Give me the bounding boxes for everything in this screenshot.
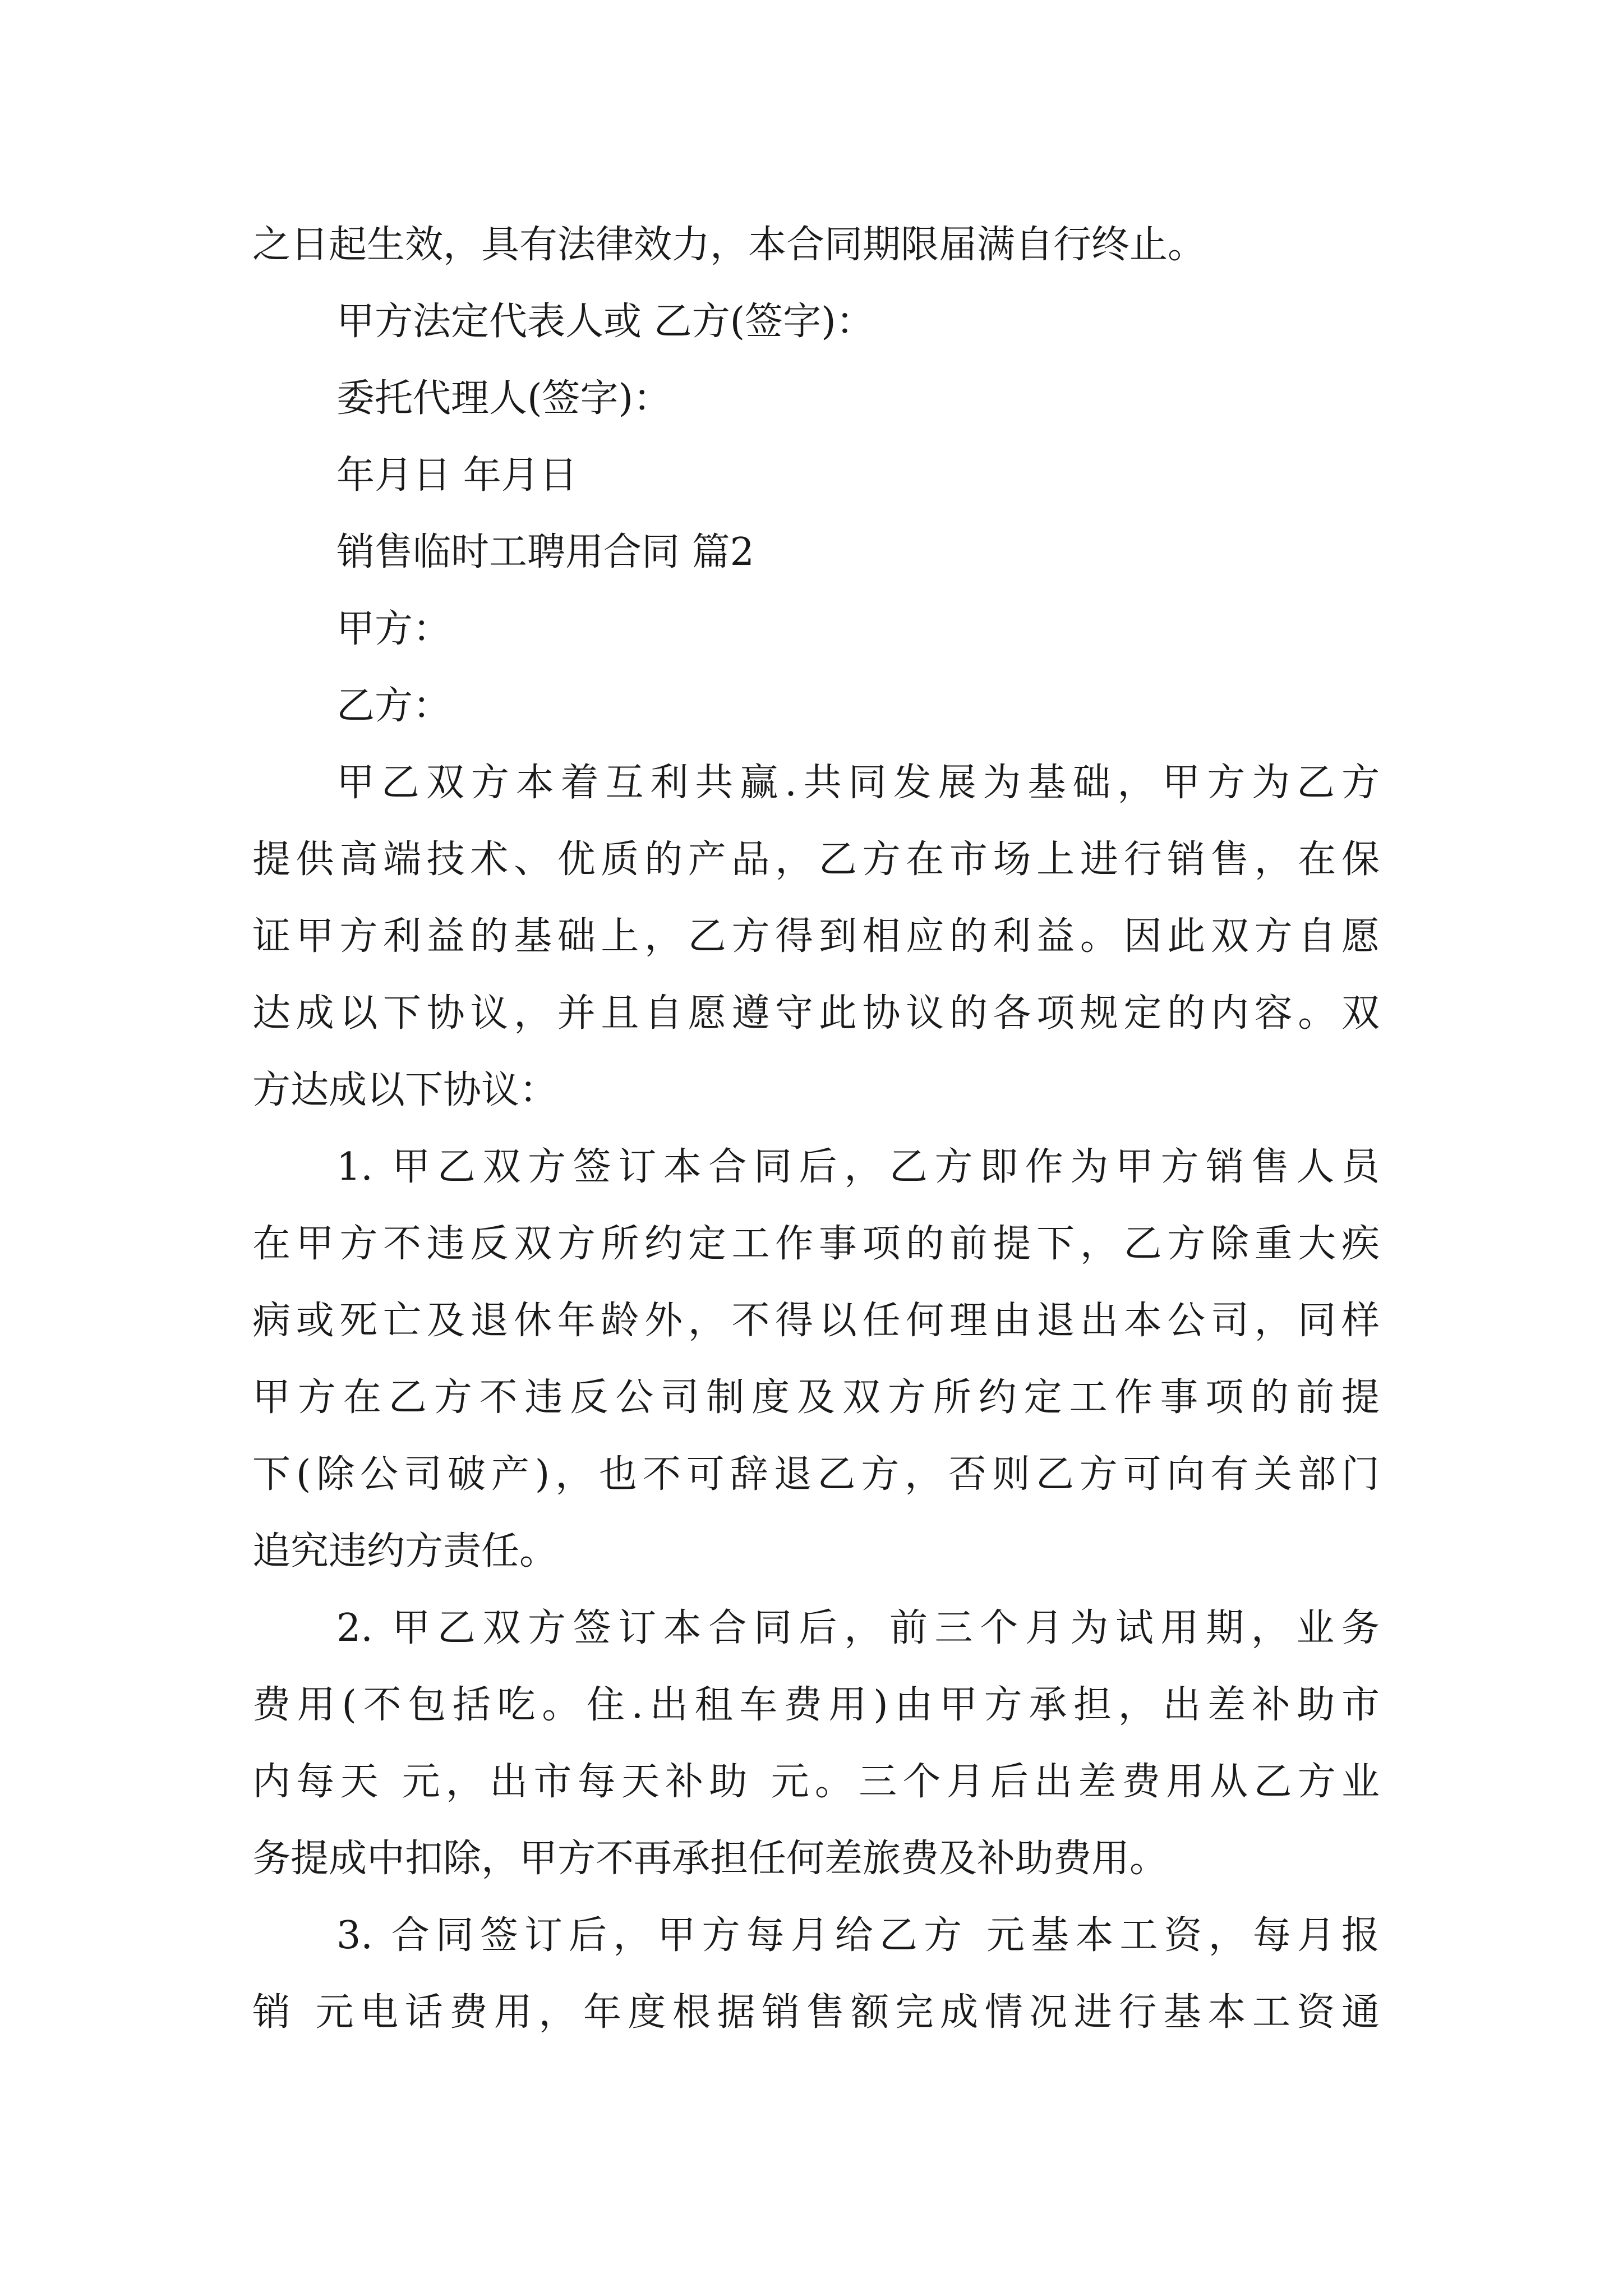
section-title: 销售临时工聘用合同 篇2 — [336, 530, 754, 574]
paragraph-line: 甲乙双方本着互利共赢.共同发展为基础，甲方为乙方 — [336, 761, 1380, 805]
clause-1-line: 病或死亡及退休年龄外，不得以任何理由退出本公司，同样 — [252, 1299, 1380, 1343]
party-a-label: 甲方： — [336, 607, 451, 651]
signature-line-agent: 委托代理人(签字)： — [336, 376, 672, 421]
clause-1-line: 甲方在乙方不违反公司制度及双方所约定工作事项的前提 — [252, 1375, 1380, 1420]
text-line: 之日起生效，具有法律效力，本合同期限届满自行终止。 — [252, 223, 1206, 267]
paragraph-line: 方达成以下协议： — [252, 1068, 558, 1112]
clause-1-line: 在甲方不违反双方所约定工作事项的前提下，乙方除重大疾 — [252, 1222, 1380, 1266]
clause-1-line: 追究违约方责任。 — [252, 1529, 558, 1573]
clause-2-line: 费用(不包括吃。住.出租车费用)由甲方承担，出差补助市 — [252, 1683, 1380, 1727]
paragraph-line: 达成以下协议，并且自愿遵守此协议的各项规定的内容。双 — [252, 991, 1380, 1036]
paragraph-line: 证甲方利益的基础上，乙方得到相应的利益。因此双方自愿 — [252, 914, 1380, 959]
clause-3-line: 3. 合同签订后，甲方每月给乙方 元基本工资，每月报 — [336, 1913, 1380, 1958]
clause-3-line: 销 元电话费用，年度根据销售额完成情况进行基本工资通 — [252, 1990, 1380, 2035]
clause-2-line: 务提成中扣除，甲方不再承担任何差旅费及补助费用。 — [252, 1837, 1168, 1881]
party-b-label: 乙方： — [336, 684, 451, 728]
clause-2-line: 内每天 元，出市每天补助 元。三个月后出差费用从乙方业 — [252, 1760, 1380, 1804]
date-line: 年月日 年月日 — [336, 453, 578, 498]
clause-2-line: 2. 甲乙双方签订本合同后，前三个月为试用期，业务 — [336, 1606, 1380, 1650]
clause-1-line: 1. 甲乙双方签订本合同后，乙方即作为甲方销售人员 — [336, 1145, 1380, 1189]
clause-1-line: 下(除公司破产)，也不可辞退乙方，否则乙方可向有关部门 — [252, 1452, 1380, 1497]
signature-line-party-a: 甲方法定代表人或 乙方(签字)： — [336, 300, 874, 344]
paragraph-line: 提供高端技术、优质的产品，乙方在市场上进行销售，在保 — [252, 838, 1380, 882]
